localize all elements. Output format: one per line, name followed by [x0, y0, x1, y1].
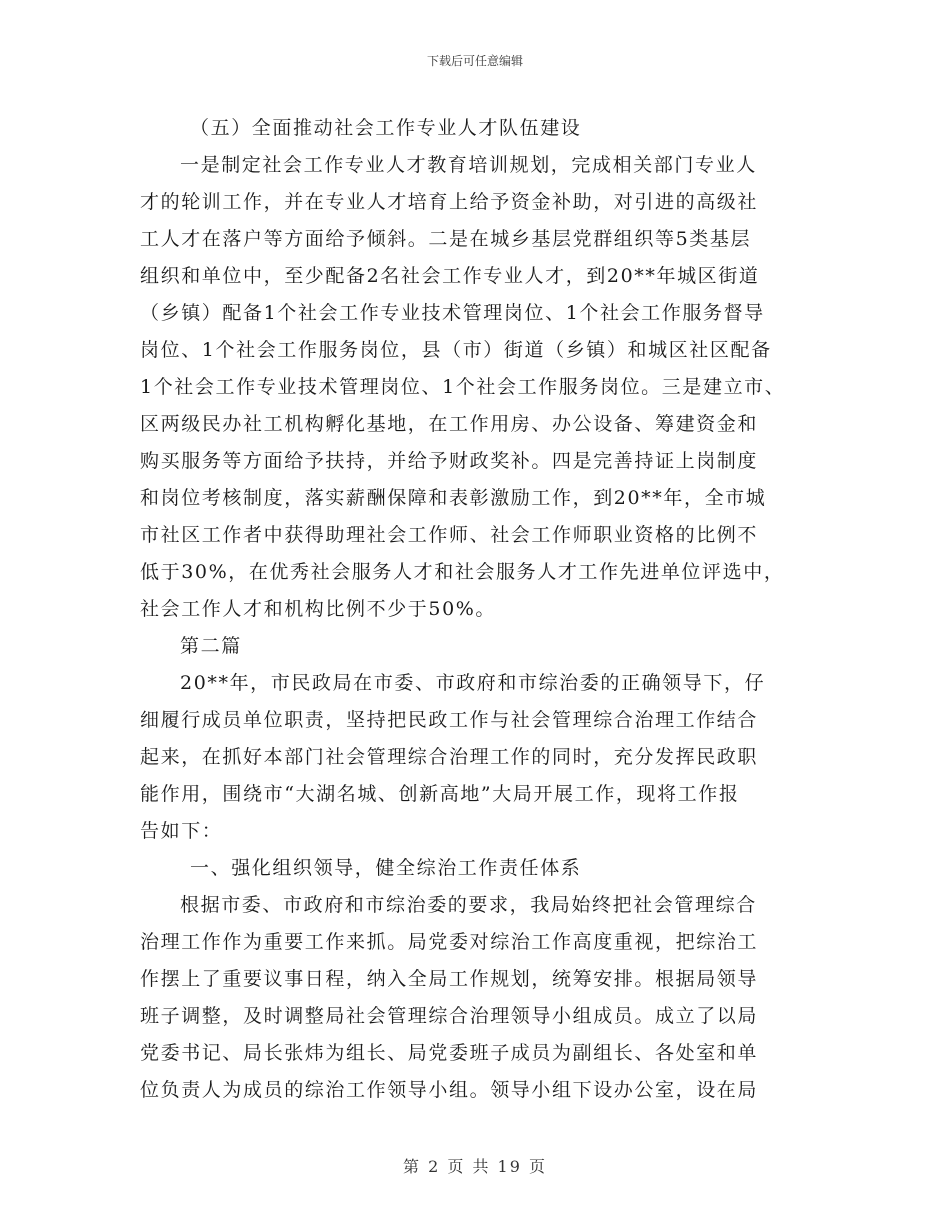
- paragraph-line: 细履行成员单位职责，坚持把民政工作与社会管理综合治理工作结合: [140, 709, 759, 731]
- paragraph-line: 能作用，围绕市“大湖名城、创新高地”大局开展工作，现将工作报: [140, 783, 740, 805]
- paragraph-line: 组织和单位中，至少配备2名社会工作专业人才，到20**年城区街道: [140, 265, 760, 287]
- paragraph-line: 购买服务等方面给予扶持，并给予财政奖补。四是完善持证上岗制度: [140, 450, 759, 472]
- paragraph-line: 低于30%，在优秀社会服务人才和社会服务人才工作先进单位评选中，: [140, 561, 785, 583]
- paragraph-line: 治理工作作为重要工作来抓。局党委对综治工作高度重视，把综治工: [140, 931, 759, 953]
- paragraph-line: 市社区工作者中获得助理社会工作师、社会工作师职业资格的比例不: [140, 524, 759, 546]
- document-body: [140, 110, 808, 1109]
- page-footer: 第 2 页 共 19 页: [403, 1157, 547, 1176]
- paragraph-line: 告如下：: [140, 820, 223, 842]
- paragraph-line: 一是制定社会工作专业人才教育培训规划，完成相关部门专业人: [180, 154, 757, 176]
- section-heading: 一、强化组织领导，健全综治工作责任体系: [190, 857, 582, 879]
- paragraph-line: 根据市委、市政府和市综治委的要求，我局始终把社会管理综合: [180, 894, 757, 916]
- paragraph-line: 社会工作人才和机构比例不少于50%。: [140, 598, 497, 620]
- paragraph-line: 作摆上了重要议事日程，纳入全局工作规划，统筹安排。根据局领导: [140, 968, 759, 990]
- page-header: 下载后可任意编辑: [426, 54, 523, 68]
- paragraph-line: 和岗位考核制度，落实薪酬保障和表彰激励工作，到20**年，全市城: [140, 487, 767, 509]
- paragraph-line: 班子调整，及时调整局社会管理综合治理领导小组成员。成立了以局: [140, 1005, 759, 1027]
- paragraph-line: 区两级民办社工机构孵化基地，在工作用房、办公设备、筹建资金和: [140, 413, 759, 435]
- paragraph-line: 1个社会工作专业技术管理岗位、1个社会工作服务岗位。三是建立市、: [140, 376, 786, 398]
- paragraph-line: （乡镇）配备1个社会工作专业技术管理岗位、1个社会工作服务督导: [140, 302, 765, 324]
- paragraph-line: 工人才在落户等方面给予倾斜。二是在城乡基层党群组织等5类基层: [140, 228, 752, 250]
- paragraph-line: 才的轮训工作，并在专业人才培育上给予资金补助，对引进的高级社: [140, 191, 759, 213]
- section-heading: （五）全面推动社会工作专业人才队伍建设: [190, 117, 582, 139]
- paragraph-line: 起来，在抓好本部门社会管理综合治理工作的同时，充分发挥民政职: [140, 746, 759, 768]
- paragraph-line: 岗位、1个社会工作服务岗位，县（市）街道（乡镇）和城区社区配备: [140, 339, 772, 361]
- paragraph-line: 位负责人为成员的综治工作领导小组。领导小组下设办公室，设在局: [140, 1079, 759, 1101]
- section-heading: 第二篇: [180, 635, 242, 657]
- paragraph-line: 党委书记、局长张炜为组长、局党委班子成员为副组长、各处室和单: [140, 1042, 759, 1064]
- paragraph-line: 20**年，市民政局在市委、市政府和市综治委的正确领导下，仔: [180, 672, 766, 694]
